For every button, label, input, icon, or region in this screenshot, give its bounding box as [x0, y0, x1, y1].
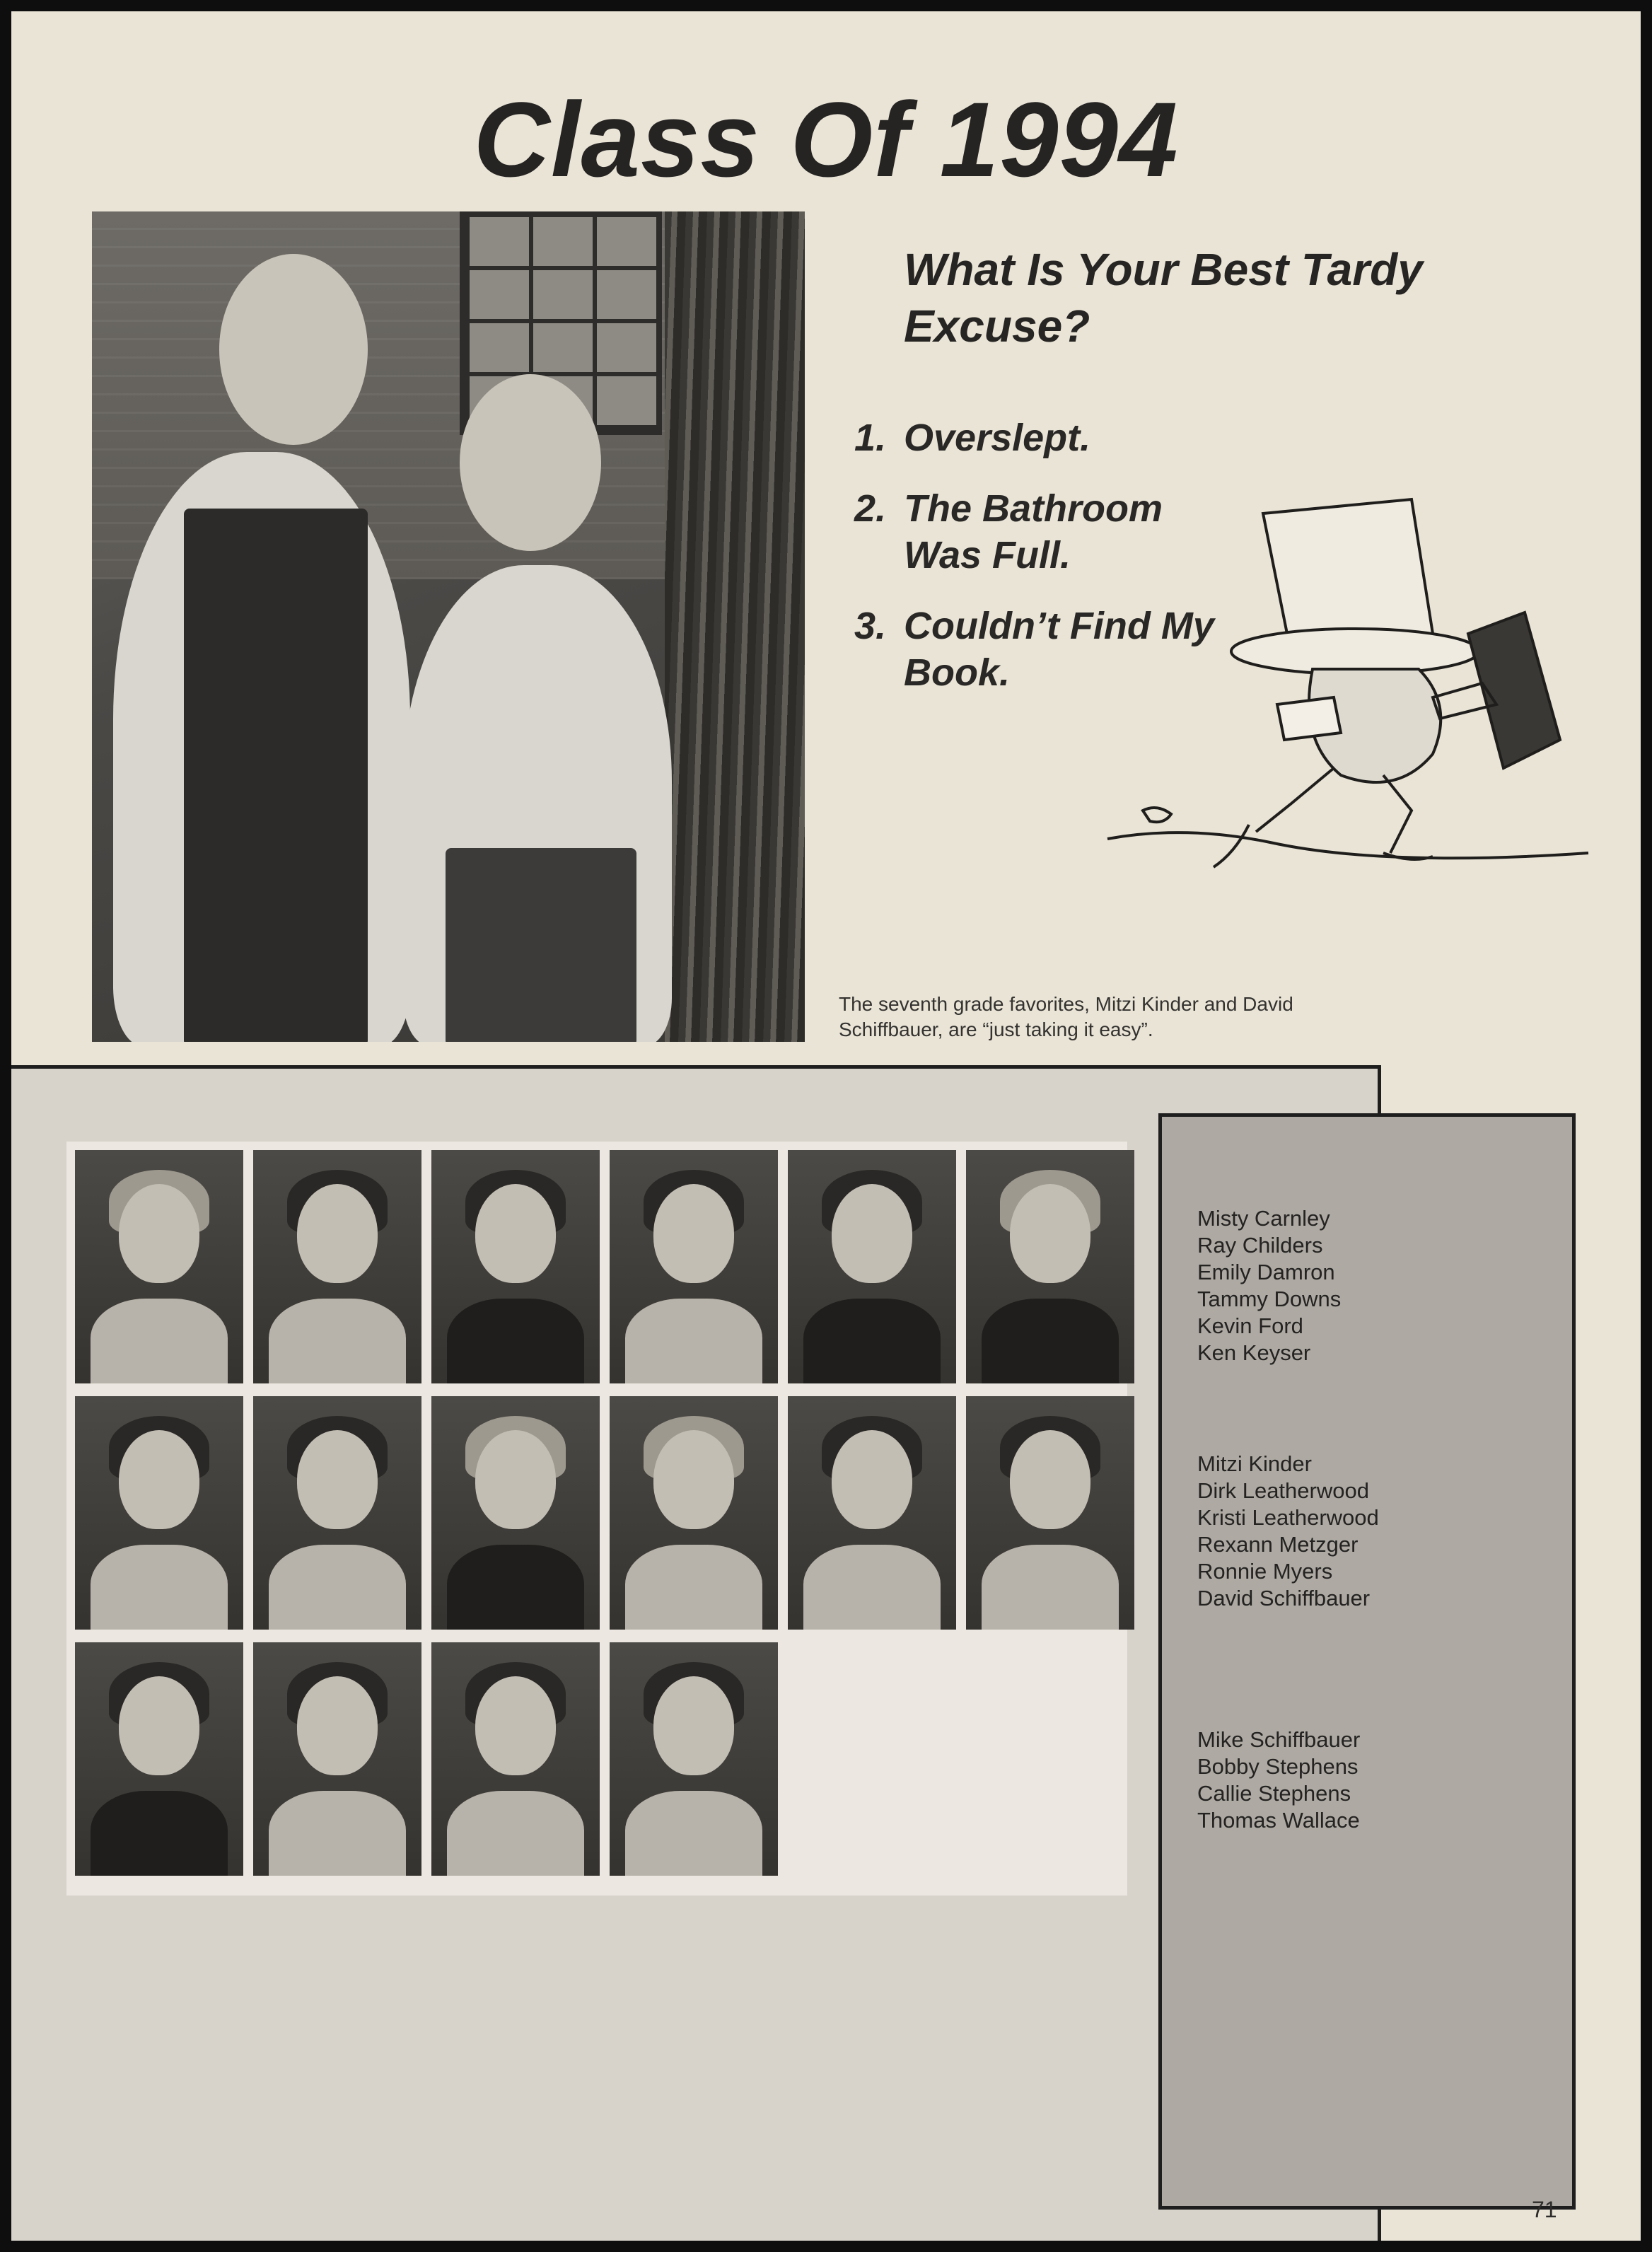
answer-text: Couldn’t Find My Book. [904, 605, 1214, 694]
portrait-photo [253, 1150, 421, 1383]
student-name: Misty Carnley [1197, 1206, 1330, 1231]
portrait-photo [966, 1150, 1134, 1383]
answer-text: Overslept. [904, 417, 1091, 459]
portrait-photo [431, 1396, 600, 1630]
student-name: Ken Keyser [1197, 1340, 1311, 1365]
portrait-photo [788, 1396, 956, 1630]
student-name: Dirk Leatherwood [1197, 1478, 1369, 1503]
student-name: Rexann Metzger [1197, 1532, 1359, 1557]
featured-photo [92, 211, 805, 1042]
student-name: Kevin Ford [1197, 1313, 1303, 1338]
portrait-photo [788, 1150, 956, 1383]
yearbook-page [11, 11, 1641, 2241]
portrait-photo [253, 1642, 421, 1876]
student-name: Ray Childers [1197, 1233, 1323, 1258]
portrait-grid [66, 1142, 1127, 1896]
answer-number: 3. [854, 605, 887, 647]
student-name: Mike Schiffbauer [1197, 1727, 1361, 1752]
answer-text: The Bathroom Was Full. [904, 487, 1163, 576]
names-group-row-2 [1197, 1451, 1379, 1612]
boy-jeans [446, 848, 636, 1042]
page-title: Class Of 1994 [473, 80, 1179, 199]
student-name: Ronnie Myers [1197, 1559, 1333, 1584]
portrait-photo [431, 1642, 600, 1876]
boy-face [460, 374, 601, 551]
tree-trunk [665, 211, 805, 1042]
names-group-row-1 [1197, 1205, 1341, 1366]
portrait-photo [610, 1642, 778, 1876]
portrait-photo [966, 1396, 1134, 1630]
running-hatter-illustration [1100, 471, 1595, 881]
student-name: Callie Stephens [1197, 1781, 1351, 1806]
student-name: Mitzi Kinder [1197, 1451, 1312, 1476]
student-name: Tammy Downs [1197, 1287, 1342, 1311]
student-name: Thomas Wallace [1197, 1808, 1360, 1833]
answer-number: 1. [854, 417, 887, 459]
portrait-photo [431, 1150, 600, 1383]
names-panel [1158, 1113, 1576, 2210]
student-name: Kristi Leatherwood [1197, 1505, 1379, 1530]
girl-face [219, 254, 368, 445]
answer-item [854, 414, 1250, 461]
names-group-row-3 [1197, 1726, 1360, 1834]
photo-caption: The seventh grade favorites, Mitzi Kinder and David Schiffbauer, are “just taking it easy”. [839, 993, 1293, 1040]
portrait-photo [253, 1396, 421, 1630]
answer-number: 2. [854, 487, 887, 530]
girl-overalls [184, 509, 368, 1042]
student-name: Bobby Stephens [1197, 1754, 1359, 1779]
student-name: Emily Damron [1197, 1260, 1335, 1284]
question-heading: What Is Your Best Tardy Excuse? [904, 244, 1423, 352]
portrait-photo [75, 1150, 243, 1383]
portrait-photo [610, 1396, 778, 1630]
portrait-photo [610, 1150, 778, 1383]
portrait-photo [75, 1396, 243, 1630]
page-number: 71 [1532, 2197, 1557, 2222]
portrait-photo [75, 1642, 243, 1876]
student-name: David Schiffbauer [1197, 1586, 1371, 1610]
